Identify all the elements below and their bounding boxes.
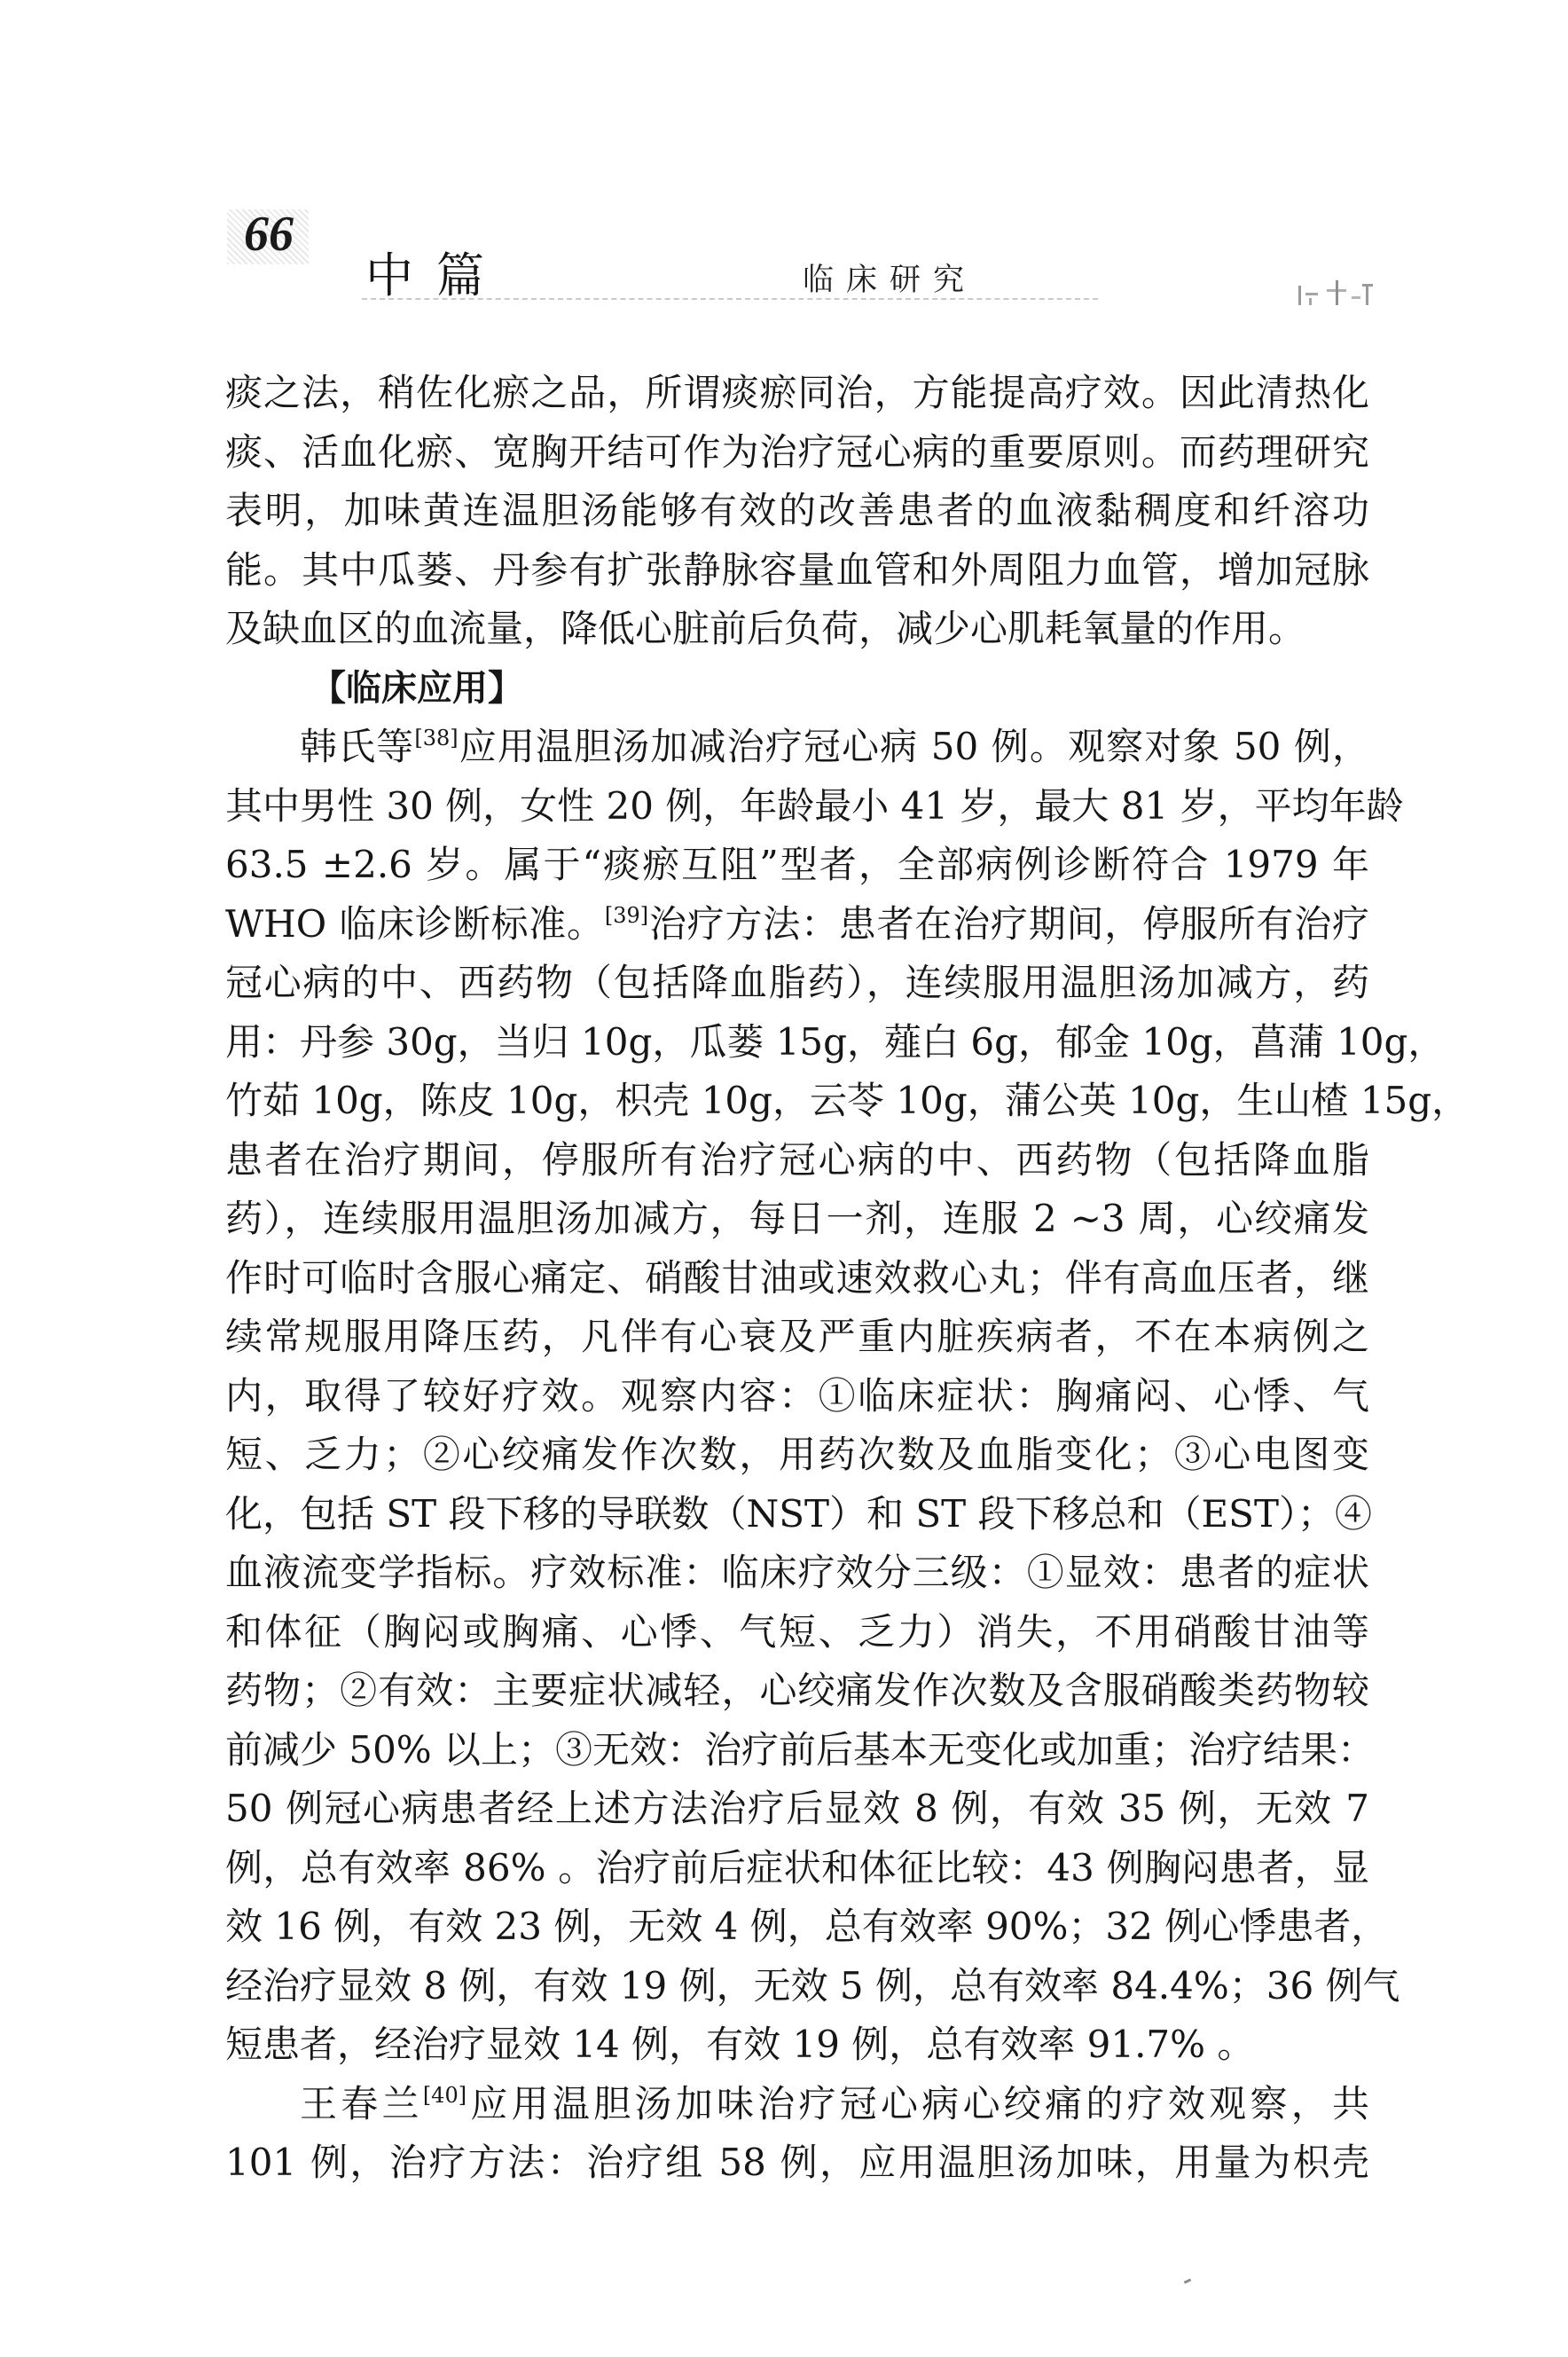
page-number: 66 bbox=[244, 207, 294, 262]
part-title: 临床研究 bbox=[803, 263, 977, 298]
text-line: 短患者，经治疗显效 14 例，有效 19 例，总有效率 91.7% 。 bbox=[225, 2023, 1255, 2066]
text-line bbox=[225, 895, 1369, 955]
body-text bbox=[225, 364, 1470, 2193]
text-line: 能。其中瓜蒌、丹参有扩张静脉容量血管和外周阻力血管，增加冠脉 bbox=[225, 547, 1369, 592]
text-line: 痰之法，稍佐化瘀之品，所谓痰瘀同治，方能提高疗效。因此清热化 bbox=[225, 371, 1369, 414]
text-line bbox=[225, 718, 1369, 777]
text-line: 冠心病的中、西药物（包括降血脂药），连续服用温胆汤加减方，药 bbox=[225, 961, 1369, 1004]
text-line: 例，总有效率 86% 。治疗前后症状和体征比较：43 例胸闷患者，显 bbox=[225, 1845, 1369, 1890]
text-line: 63.5 ±2.6 岁。属于“痰瘀互阻”型者，全部病例诊断符合 1979 年 bbox=[225, 843, 1369, 886]
text-line: 和体征（胸闷或胸痛、心悸、气短、乏力）消失，不用硝酸甘油等 bbox=[225, 1609, 1369, 1654]
text-line: 化，包括 ST 段下移的导联数（NST）和 ST 段下移总和（EST）；④ bbox=[225, 1491, 1372, 1536]
text-line: 短、乏力；②心绞痛发作次数，用药次数及血脂变化；③心电图变 bbox=[225, 1433, 1369, 1476]
section-heading: 【临床应用】 bbox=[310, 667, 523, 709]
text-span: 应用温胆汤加味治疗冠心病心绞痛的疗效观察，共 bbox=[466, 2081, 1369, 2125]
text-span: 治疗方法：患者在治疗期间，停服所有治疗 bbox=[648, 901, 1369, 946]
text-line: 其中男性 30 例，女性 20 例，年龄最小 41 岁，最大 81 岁，平均年龄 bbox=[225, 783, 1404, 828]
text-line: 作时可临时含服心痛定、硝酸甘油或速效救心丸；伴有高血压者，继 bbox=[225, 1255, 1369, 1300]
text-line: 50 例冠心病患者经上述方法治疗后显效 8 例，有效 35 例，无效 7 bbox=[225, 1787, 1369, 1830]
text-line: 前减少 50% 以上；③无效：治疗前后基本无变化或加重；治疗结果： bbox=[225, 1727, 1376, 1772]
page-header bbox=[0, 0, 1568, 319]
text-line: 内，取得了较好疗效。观察内容：①临床症状：胸痛闷、心悸、气 bbox=[225, 1373, 1369, 1418]
text-line: 表明，加味黄连温胆汤能够有效的改善患者的血液黏稠度和纤溶功 bbox=[225, 489, 1369, 532]
text-line: 续常规服用降压药，凡伴有心衰及严重内脏疾病者，不在本病例之 bbox=[225, 1315, 1369, 1358]
text-line: 经治疗显效 8 例，有效 19 例，无效 5 例，总有效率 84.4%；36 例气 bbox=[225, 1963, 1400, 2007]
text-line: 痰、活血化瘀、宽胸开结可作为治疗冠心病的重要原则。而药理研究 bbox=[225, 429, 1369, 474]
text-line bbox=[225, 2075, 1369, 2134]
text-line: 用：丹参 30g，当归 10g，瓜蒌 15g，薤白 6g，郁金 10g，菖蒲 10g， bbox=[225, 1019, 1446, 1064]
scan-speck bbox=[1184, 2278, 1192, 2283]
citation-ref: [39] bbox=[604, 902, 649, 928]
text-line: 101 例，治疗方法：治疗组 58 例，应用温胆汤加味，用量为枳壳 bbox=[225, 2141, 1369, 2184]
section-title: 中篇 bbox=[365, 247, 507, 303]
text-line: 药物；②有效：主要症状减轻，心绞痛发作次数及含服硝酸类药物较 bbox=[225, 1669, 1369, 1712]
text-span: 应用温胆汤加减治疗冠心病 50 例。观察对象 50 例， bbox=[458, 725, 1369, 768]
text-line: 血液流变学指标。疗效标准：临床疗效分三级：①显效：患者的症状 bbox=[225, 1551, 1369, 1594]
citation-ref: [38] bbox=[414, 726, 459, 750]
text-line: 竹茹 10g，陈皮 10g，枳壳 10g，云苓 10g，蒲公英 10g，生山楂 15g， bbox=[225, 1079, 1470, 1122]
header-rule bbox=[362, 298, 1098, 300]
text-line: 药），连续服用温胆汤加减方，每日一剂，连服 2 ~3 周，心绞痛发 bbox=[225, 1197, 1369, 1240]
text-line: 及缺血区的血流量，降低心脏前后负荷，减少心肌耗氧量的作用。 bbox=[225, 607, 1306, 650]
text-line: 患者在治疗期间，停服所有治疗冠心病的中、西药物（包括降血脂 bbox=[225, 1137, 1369, 1182]
text-span: WHO 临床诊断标准。 bbox=[225, 901, 605, 946]
header-ornament-icon bbox=[1297, 277, 1376, 309]
text-span: 韩氏等 bbox=[300, 725, 415, 768]
text-line: 效 16 例，有效 23 例，无效 4 例，总有效率 90%；32 例心悸患者， bbox=[225, 1905, 1389, 1948]
text-span: 王春兰 bbox=[300, 2081, 423, 2125]
citation-ref: [40] bbox=[422, 2082, 467, 2108]
